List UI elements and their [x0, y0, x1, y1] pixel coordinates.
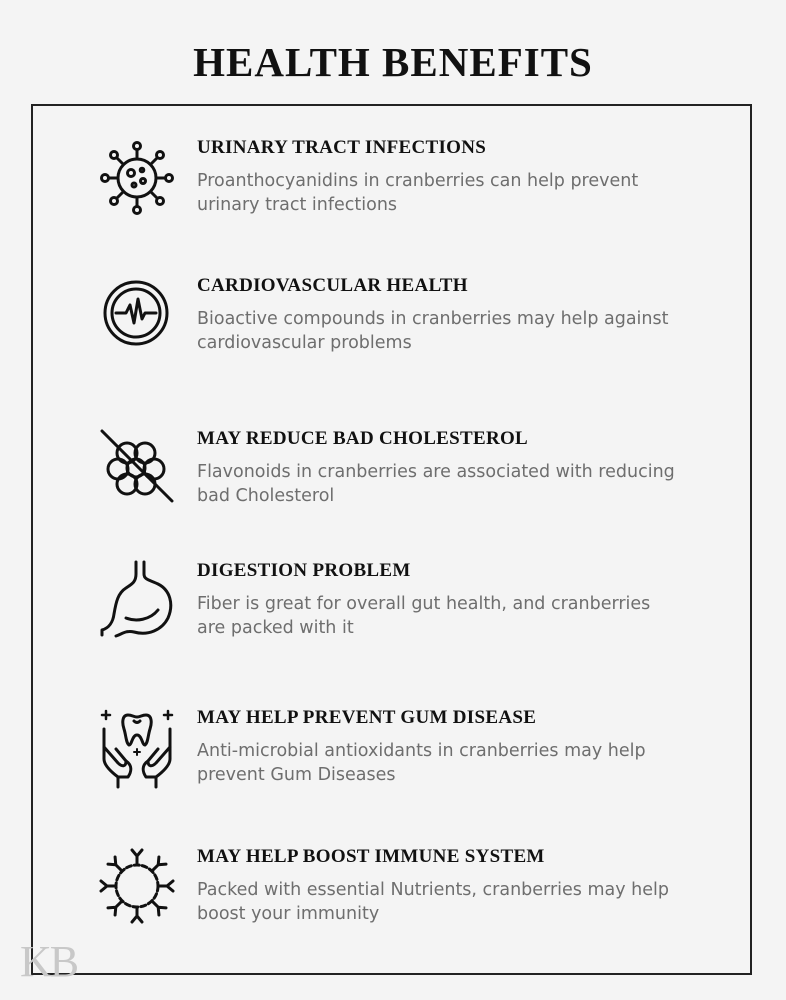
- benefit-heading: MAY REDUCE BAD CHOLESTEROL: [197, 428, 529, 449]
- benefit-description-line: Packed with essential Nutrients, cranberries may help: [197, 880, 669, 900]
- benefit-description-line: prevent Gum Diseases: [197, 765, 396, 785]
- benefit-description-line: Bioactive compounds in cranberries may help against: [197, 309, 669, 329]
- benefit-description: [197, 307, 737, 355]
- benefit-description-line: Anti-microbial antioxidants in cranberries may help: [197, 741, 646, 761]
- tooth-hands-icon: [96, 707, 178, 789]
- benefit-gum-disease: [0, 707, 786, 807]
- benefit-cardiovascular: [0, 275, 786, 375]
- page-title: HEALTH BENEFITS: [193, 39, 593, 85]
- brand-logo: KB: [20, 937, 78, 986]
- benefit-heading: CARDIOVASCULAR HEALTH: [197, 275, 468, 296]
- benefit-description: [197, 739, 737, 787]
- benefit-urinary-tract: [0, 137, 786, 237]
- benefit-description: [197, 460, 737, 508]
- benefit-heading: URINARY TRACT INFECTIONS: [197, 137, 487, 158]
- benefit-description-line: urinary tract infections: [197, 195, 398, 215]
- benefit-description: [197, 878, 737, 926]
- immune-cell-icon: [96, 846, 178, 928]
- stomach-icon: [96, 560, 178, 642]
- benefit-description-line: cardiovascular problems: [197, 333, 412, 353]
- benefit-heading: MAY HELP PREVENT GUM DISEASE: [197, 707, 537, 728]
- benefit-cholesterol: [0, 428, 786, 528]
- benefit-immune-system: [0, 846, 786, 946]
- benefit-description: [197, 592, 737, 640]
- benefit-heading: DIGESTION PROBLEM: [197, 560, 411, 581]
- benefit-description-line: Proanthocyanidins in cranberries can help prevent: [197, 171, 639, 191]
- heartbeat-monitor-icon: [96, 275, 178, 357]
- benefit-description-line: boost your immunity: [197, 904, 380, 924]
- benefit-description-line: bad Cholesterol: [197, 486, 335, 506]
- virus-icon: [96, 137, 178, 219]
- no-cholesterol-icon: [96, 428, 178, 510]
- benefit-heading: MAY HELP BOOST IMMUNE SYSTEM: [197, 846, 545, 867]
- benefit-description-line: are packed with it: [197, 618, 354, 638]
- benefit-description: [197, 169, 737, 217]
- benefit-digestion: [0, 560, 786, 660]
- benefit-description-line: Flavonoids in cranberries are associated with reducing: [197, 462, 675, 482]
- benefit-description-line: Fiber is great for overall gut health, and cranberries: [197, 594, 651, 614]
